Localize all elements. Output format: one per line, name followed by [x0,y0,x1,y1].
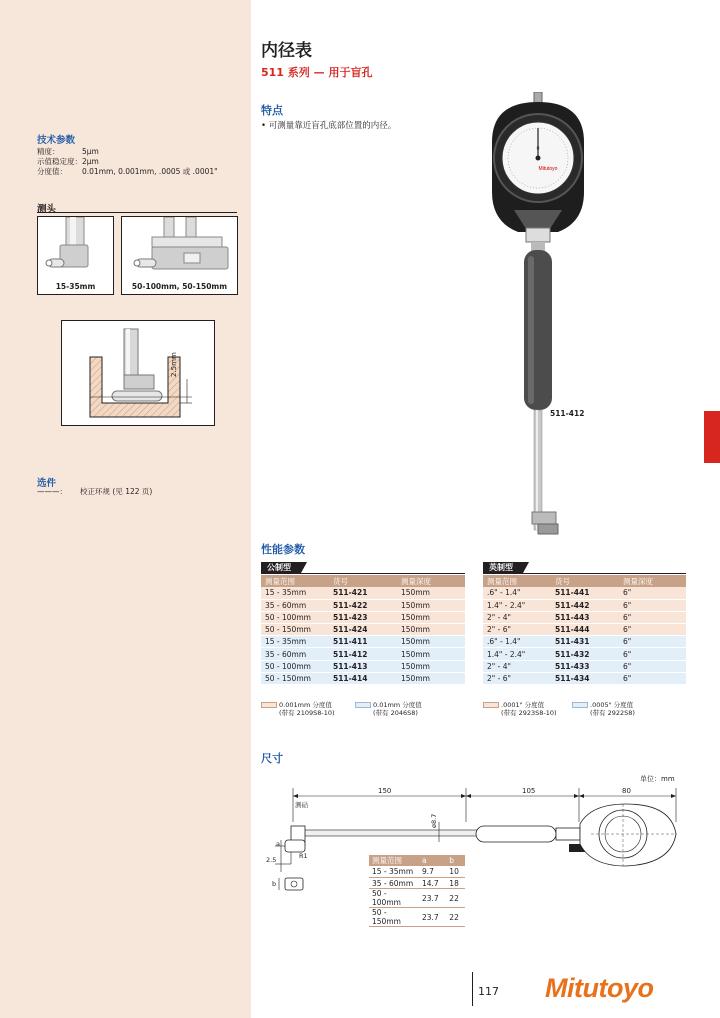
probe-figure-15-35 [37,216,114,295]
inch-table-rule [483,573,686,574]
page-title: 内径表 [261,41,312,61]
dim-105: 105 [522,787,536,795]
col-header-range: 测量范围 [369,855,419,866]
legend-swatch [572,702,588,708]
heads-heading: 测头 [37,204,57,215]
table-row: 50 - 100mm 511-413 150mm [261,660,465,672]
table-row: 2" - 4" 511-443 6" [483,611,686,623]
probe-small-illustration [38,217,115,283]
table-row: .6" - 1.4" 511-441 6" [483,587,686,599]
table-row: 2" - 6" 511-444 6" [483,624,686,636]
legend-swatch [483,702,499,708]
table-row: 2" - 4" 511-433 6" [483,660,686,672]
col-header-code: 货号 [329,575,397,587]
table-row: 2" - 6" 511-434 6" [483,672,686,684]
dim-150: 150 [378,787,392,795]
dimension-drawing [261,782,689,932]
probe-figure-50-150 [121,216,238,295]
probe-caption-small: 15-35mm [55,282,96,291]
options-heading: 选件 [37,478,57,489]
col-header-a: a [419,855,446,866]
table-row: 15 - 35mm 9.7 10 [369,866,465,877]
probe-caption-large: 50-100mm, 50-150mm [131,282,228,291]
table-row: 35 - 60mm 511-412 150mm [261,648,465,660]
table-row: 50 - 150mm 511-424 150mm [261,624,465,636]
table-row: 1.4" - 2.4" 511-432 6" [483,648,686,660]
table-row: 15 - 35mm 511-421 150mm [261,587,465,599]
spec-row: 精度： 5μm [37,147,99,156]
dimension-table [369,855,465,927]
table-row: 50 - 100mm 511-423 150mm [261,611,465,623]
legend-swatch [261,702,277,708]
col-header-depth: 测量深度 [619,575,686,587]
svg-text:0: 0 [536,146,540,152]
page-subtitle: 511 系列 — 用于盲孔 [261,66,373,79]
dimensions-heading: 尺寸 [261,752,283,765]
dim-2-5: 2.5 [266,856,277,864]
col-header-range: 测量范围 [483,575,551,587]
table-row: 50 - 150mm 511-414 150mm [261,672,465,684]
table-row: 1.4" - 2.4" 511-442 6" [483,599,686,611]
features-item: • 可测量靠近盲孔底部位置的内径。 [261,121,397,131]
dim-a: a [276,840,280,848]
brand-logo: Mitutoyo [545,973,654,1003]
dim-diameter: ø8.7 [430,813,438,828]
performance-heading: 性能参数 [261,543,305,556]
spec-row: 示值稳定度： 2μm [37,157,99,166]
metric-table-title: 公制型 [261,562,301,573]
metric-table-rule [261,573,465,574]
options-line: ———： [37,487,67,496]
specs-heading: 技术参数 [37,135,76,146]
col-header-b: b [446,855,465,866]
legend-swatch [355,702,371,708]
dim-r1: R1 [299,852,308,860]
inch-table [483,575,686,685]
table-row: 35 - 60mm 511-422 150mm [261,599,465,611]
dim-b: b [272,880,277,888]
blind-hole-illustration [62,321,216,427]
product-label: 511-412 [550,409,585,418]
table-header-row [261,575,465,587]
col-header-depth: 测量深度 [397,575,465,587]
heads-divider [37,212,237,213]
section-tab-marker [704,411,720,463]
inch-legend-blue: .0005" 分度值 (带有 2922S8) [572,701,635,717]
metric-legend-pink: 0.001mm 分度值 (带有 2109S8-10) [261,701,335,717]
table-header-row [369,855,465,866]
metric-legend-blue: 0.01mm 分度值 (带有 2046S8) [355,701,422,717]
table-row: 35 - 60mm 14.7 18 [369,877,465,888]
page-number: 117 [478,985,499,998]
table-row: 50 - 150mm 23.7 22 [369,908,465,927]
bore-gauge-product-image [478,92,598,552]
table-row: .6" - 1.4" 511-431 6" [483,636,686,648]
options-text: 校正环规 (见 122 页) [80,487,153,496]
features-heading: 特点 [261,104,283,117]
dim-probe-label: 测砧 [295,801,308,809]
spec-row: 分度值： 0.01mm, 0.001mm, .0005 或 .0001" [37,167,218,176]
inch-table-title: 英制型 [483,562,523,573]
col-header-range: 测量范围 [261,575,329,587]
blind-hole-diagram [61,320,215,426]
specs-list [37,147,218,177]
unit-label: 单位：mm [640,775,675,783]
footer-divider [472,972,473,1006]
dim-80: 80 [622,787,631,795]
inch-legend-pink: .0001" 分度值 (带有 2923S8-10) [483,701,557,717]
probe-large-illustration [122,217,239,283]
col-header-code: 货号 [551,575,619,587]
metric-table [261,575,465,685]
depth-label: 2.5mm [170,352,178,377]
table-header-row [483,575,686,587]
table-row: 50 - 100mm 23.7 22 [369,889,465,908]
table-row: 15 - 35mm 511-411 150mm [261,636,465,648]
svg-text:Mitutoyo: Mitutoyo [538,166,558,172]
